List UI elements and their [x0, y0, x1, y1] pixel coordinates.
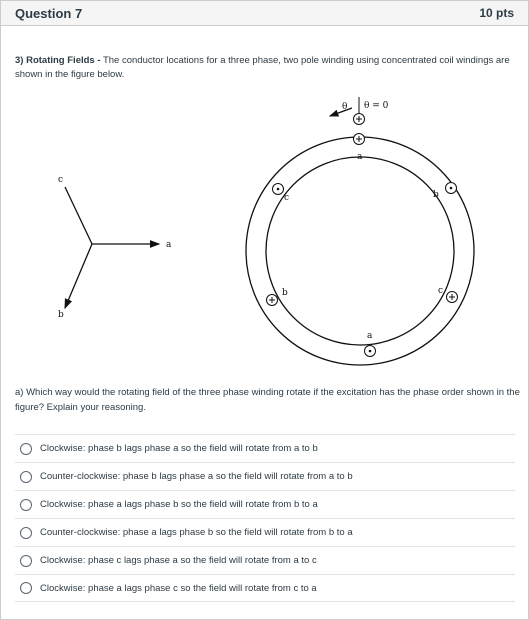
conductor-label-c-right: c [438, 286, 444, 296]
phasor-label-a: a [166, 240, 172, 250]
answer-label: Counter-clockwise: phase b lags phase a so the field will rotate from a to b [40, 471, 353, 482]
phasor-b-arrow [65, 244, 92, 308]
conductor-a-top [354, 134, 365, 145]
phasor-diagram [58, 175, 172, 320]
answer-label: Counter-clockwise: phase a lags phase b so the field will rotate from b to a [40, 527, 353, 538]
prompt-bold: 3) Rotating Fields - [15, 55, 101, 66]
answer-option-4[interactable] [15, 518, 515, 546]
radio-button[interactable] [20, 555, 32, 567]
conductor-c-right [447, 292, 458, 303]
answer-option-1[interactable] [15, 434, 515, 462]
phasor-c-line [65, 187, 92, 244]
question-part-a: a) Which way would the rotating field of the three phase winding rotate if the excitation has the phase order shown in the figure? Explain your reasoning. [15, 387, 520, 413]
conductor-label-a-top: a [357, 152, 363, 162]
stator-outer-ring [246, 137, 474, 365]
phasor-label-b: b [58, 310, 64, 320]
answer-label: Clockwise: phase c lags phase a so the field will rotate from a to c [40, 555, 317, 566]
conductor-label-a-bottom: a [367, 331, 373, 341]
conductor-label-b-right: b [433, 190, 439, 200]
answer-option-6[interactable] [15, 574, 515, 602]
radio-button[interactable] [20, 471, 32, 483]
theta-direction-arrow [330, 108, 352, 116]
theta-label: θ [342, 102, 348, 112]
answer-label: Clockwise: phase b lags phase a so the field will rotate from a to b [40, 443, 318, 454]
prompt-text: The conductor locations for a three phase, two pole winding using concentrated coil windings are shown in the figure below. [15, 55, 510, 80]
answer-label: Clockwise: phase a lags phase c so the field will rotate from c to a [40, 582, 317, 594]
phasor-label-c: c [58, 175, 64, 185]
answer-label: Clockwise: phase a lags phase b so the field will rotate from b to a [40, 499, 318, 510]
stator-rings [246, 137, 474, 365]
question-prompt [15, 54, 515, 82]
conductor-a-bottom [365, 346, 376, 357]
question-header [1, 1, 528, 26]
radio-button[interactable] [20, 582, 32, 594]
winding-figure [1, 89, 529, 369]
radio-button[interactable] [20, 527, 32, 539]
answer-option-5[interactable] [15, 546, 515, 574]
question-points: 10 pts [479, 6, 514, 20]
conductor-b-left [267, 295, 278, 306]
answer-list [15, 434, 515, 602]
conductor-c-left [273, 184, 284, 195]
stator-inner-ring [266, 157, 454, 345]
conductor-top-outer [354, 114, 365, 125]
theta-zero-label: θ = 0 [364, 101, 389, 111]
answer-option-2[interactable] [15, 462, 515, 490]
radio-button[interactable] [20, 499, 32, 511]
answer-option-3[interactable] [15, 490, 515, 518]
conductor-label-c-left: c [284, 193, 290, 203]
question-title: Question 7 [15, 5, 83, 21]
radio-button[interactable] [20, 443, 32, 455]
conductor-label-b-left: b [282, 288, 288, 298]
conductor-b-right [446, 183, 457, 194]
